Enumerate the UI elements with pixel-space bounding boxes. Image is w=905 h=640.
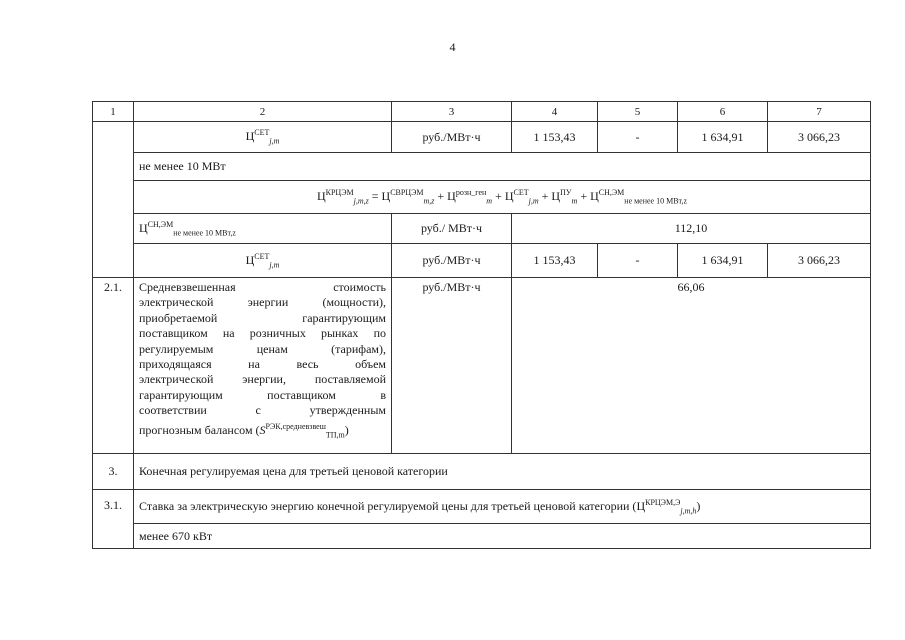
table-row — [93, 490, 871, 524]
row-number: 2.1. — [93, 278, 134, 454]
table-row — [93, 524, 871, 549]
description-last-line: прогнозным балансом $(S^{РЭК,средневзвеш}_{ТП,m})$ — [139, 421, 349, 440]
table-row — [93, 153, 871, 181]
description-line: гарантирующим поставщиком в — [139, 387, 386, 402]
table-row — [93, 214, 871, 244]
section-label: Ставка за электрическую энергию конечной регулируемой цены для третьей ценовой категории $(Ц^{КРЦЭМ,Э}_{j,m,h})$ — [134, 490, 871, 524]
header-cell: 3 — [392, 102, 512, 122]
value-cell: 3 066,23 — [768, 122, 871, 153]
unit-cell: руб./МВт·ч — [392, 122, 512, 153]
section-label: не менее 10 МВт — [134, 153, 871, 181]
unit-cell: руб./МВт·ч — [392, 278, 512, 454]
symbol: Ц — [245, 129, 255, 144]
value-cell: 112,10 — [512, 214, 871, 244]
header-cell: 4 — [512, 102, 598, 122]
row-number: 3. — [93, 454, 134, 490]
table-row — [93, 122, 871, 153]
tariff-table — [92, 101, 871, 549]
symbol-sub: j,m — [269, 260, 280, 270]
symbol-cell: $Ц^{СН,ЭМ}_{не менее 10 МВт,z}$ — [134, 214, 392, 244]
header-cell: 2 — [134, 102, 392, 122]
unit-cell: руб./МВт·ч — [392, 244, 512, 278]
symbol-sub: j,m — [269, 136, 280, 146]
value-cell: - — [598, 122, 678, 153]
symbol-sub: не менее 10 МВт,z — [173, 228, 236, 238]
symbol-cell — [134, 122, 392, 153]
description-cell — [134, 278, 392, 454]
section-label: Конечная регулируемая цена для третьей ценовой категории — [134, 454, 871, 490]
value-cell: 1 153,43 — [512, 122, 598, 153]
formula-row — [93, 181, 871, 214]
description-line: приходящаяся на весь объем — [139, 357, 386, 372]
section-label: менее 670 кВт — [134, 524, 871, 549]
header-cell: 1 — [93, 102, 134, 122]
value-cell: 66,06 — [512, 278, 871, 454]
page-number: 4 — [449, 40, 456, 54]
symbol-cell: $Ц^{СЕТ}_{j,m}$ — [134, 244, 392, 278]
description-line: приобретаемой гарантирующим — [139, 310, 386, 325]
table-row — [93, 244, 871, 278]
row-number: 3.1. — [93, 490, 134, 549]
symbol-sup: СЕТ — [254, 128, 270, 138]
header-cell: 5 — [598, 102, 678, 122]
description-line: Средневзвешенная стоимость — [139, 280, 386, 294]
value-cell: 1 634,91 — [678, 122, 768, 153]
table-row — [93, 454, 871, 490]
value-cell: 1 634,91 — [678, 244, 768, 278]
description-line: электрической энергии, поставляемой — [139, 372, 386, 387]
table-row — [93, 278, 871, 454]
header-cell: 7 — [768, 102, 871, 122]
description-line: поставщиком на розничных рынках по — [139, 326, 386, 341]
symbol-sup: СН,ЭМ — [147, 219, 174, 229]
description-line: электрической энергии (мощности), — [139, 295, 386, 310]
value-cell: - — [598, 244, 678, 278]
value-cell: 3 066,23 — [768, 244, 871, 278]
description-line: регулируемым ценам (тарифам), — [139, 341, 386, 356]
unit-cell: руб./ МВт·ч — [392, 214, 512, 244]
header-cell: 6 — [678, 102, 768, 122]
empty-number-cell — [93, 122, 134, 278]
symbol-sup: СЕТ — [254, 251, 270, 261]
description-line: соответствии с утвержденным — [139, 403, 386, 418]
header-row — [93, 102, 871, 122]
value-cell: 1 153,43 — [512, 244, 598, 278]
formula-cell: $Ц^{КРЦЭМ}_{j,m,z} = Ц^{СВРЦЭМ}_{m,z} + Ц^{розн\_ген}_m + Ц^{СЕТ}_{j,m} + Ц^{ПУ}_m + Ц^{СН,ЭМ}_{не менее 10 МВт,z}$ — [134, 181, 871, 214]
